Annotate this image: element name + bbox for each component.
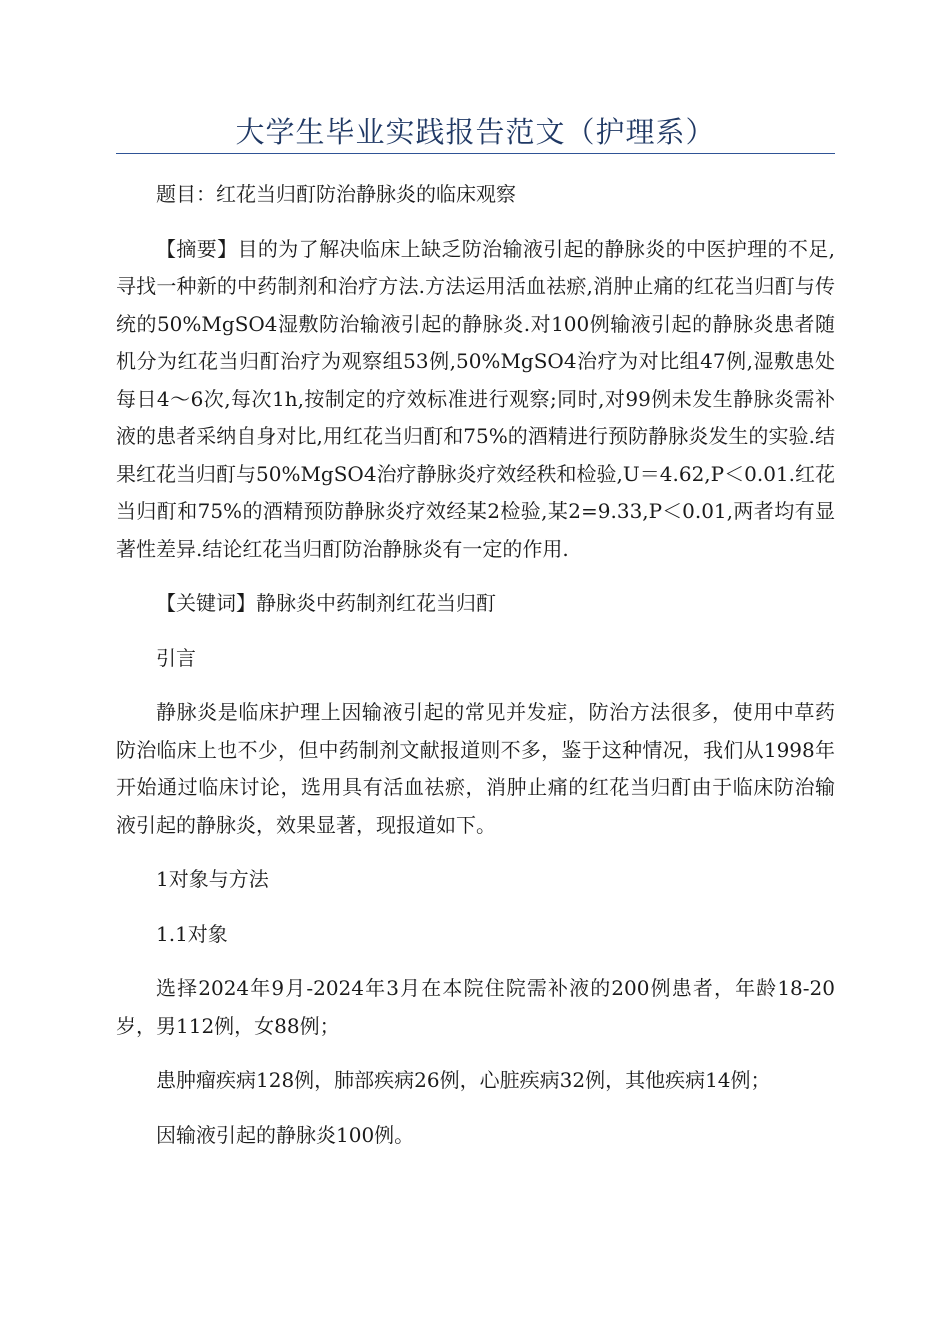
document-title: 大学生毕业实践报告范文（护理系） — [235, 115, 716, 149]
heading-section-1-1: 1.1对象 — [156, 921, 228, 946]
paragraph-topic: 题目：红花当归酊防治静脉炎的临床观察 — [156, 182, 516, 206]
heading-section-1: 1对象与方法 — [156, 867, 269, 891]
heading-introduction: 引言 — [156, 645, 196, 670]
paragraph-phlebitis-count: 因输液引起的静脉炎100例。 — [156, 1122, 415, 1147]
document-body — [116, 176, 835, 1171]
paragraph-diseases: 患肿瘤疾病128例，肺部疾病26例，心脏疾病32例，其他疾病14例； — [156, 1068, 771, 1092]
paragraph-introduction: 静脉炎是临床护理上因输液引起的常见并发症，防治方法很多，使用中草药防治临床上也不少，但中药制剂文献报道则不多，鉴于这种情况，我们从1998年开始通过临床讨论，选用具有活血祛瘀，消肿止痛的红花当归酊由于临床防治输液引起的静脉炎，效果显著，现报道如下。 — [116, 700, 835, 837]
title-underline — [116, 153, 835, 154]
paragraph-subjects: 选择2024年9月-2024年3月在本院住院需补液的200例患者，年龄18-20岁，男112例，女88例； — [116, 976, 835, 1038]
paragraph-abstract: 【摘要】目的为了解决临床上缺乏防治输液引起的静脉炎的中医护理的不足,寻找一种新的中药制剂和治疗方法.方法运用活血祛瘀,消肿止痛的红花当归酊与传统的50%MgSO4湿敷防治输液引起的静脉炎.对100例输液引起的静脉炎患者随机分为红花当归酊治疗为观察组53例,50%MgSO4治疗为对比组47例,湿敷患处每日4～6次,每次1h,按制定的疗效标准进行观察;同时,对99例未发生静脉炎需补液的患者采纳自身对比,用红花当归酊和75%的酒精进行预防静脉炎发生的实验.结果红花当归酊与50%MgSO4治疗静脉炎疗效经秩和检验,U＝4.62,P＜0.01.红花当归酊和75%的酒精预防静脉炎疗效经某2检验,某2=9.33,P＜0.01,两者均有显著性差异.结论红花当归酊防治静脉炎有一定的作用. — [116, 236, 836, 561]
paragraph-keywords: 【关键词】静脉炎中药制剂红花当归酊 — [156, 591, 496, 615]
